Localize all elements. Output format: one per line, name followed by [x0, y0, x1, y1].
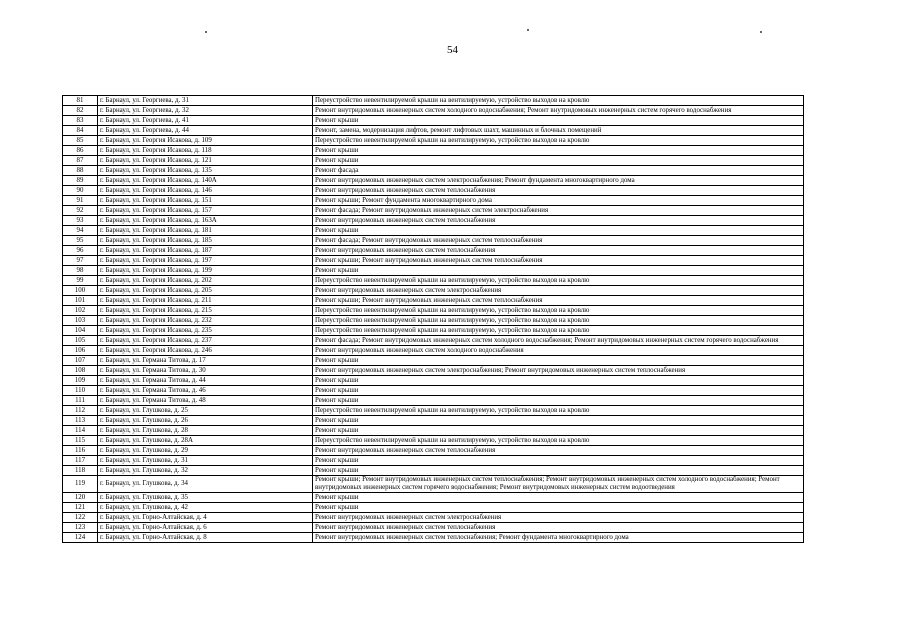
table-row — [63, 386, 804, 396]
row-address: г. Барнаул, ул. Глушкова, д. 26 — [98, 416, 313, 426]
row-address: г. Барнаул, ул. Георгия Исакова, д. 140А — [98, 176, 313, 186]
table-row — [63, 346, 804, 356]
row-address: г. Барнаул, ул. Глушкова, д. 31 — [98, 456, 313, 466]
row-number: 107 — [63, 356, 98, 366]
row-address: г. Барнаул, ул. Германа Титова, д. 30 — [98, 366, 313, 376]
table-row — [63, 406, 804, 416]
row-work-type: Ремонт, замена, модернизация лифтов, ремонт лифтовых шахт, машинных и блочных помещений — [313, 126, 804, 136]
table-row — [63, 236, 804, 246]
row-address: г. Барнаул, ул. Глушкова, д. 35 — [98, 493, 313, 503]
row-number: 123 — [63, 523, 98, 533]
row-work-type: Переустройство невентилируемой крыши на вентилируемую, устройство выходов на кровлю — [313, 276, 804, 286]
table-row — [63, 426, 804, 436]
row-work-type: Ремонт фасада; Ремонт внутридомовых инженерных систем холодного водоснабжения; Ремонт внутридомовых инженерных систем горячего водоснабжения — [313, 336, 804, 346]
row-number: 105 — [63, 336, 98, 346]
row-work-type: Ремонт внутридомовых инженерных систем теплоснабжения — [313, 246, 804, 256]
row-work-type: Ремонт крыши — [313, 116, 804, 126]
row-address: г. Барнаул, ул. Георгия Исакова, д. 232 — [98, 316, 313, 326]
row-address: г. Барнаул, ул. Германа Титова, д. 48 — [98, 396, 313, 406]
row-address: г. Барнаул, ул. Глушкова, д. 32 — [98, 466, 313, 476]
scan-speck — [760, 31, 762, 33]
row-address: г. Барнаул, ул. Георгия Исакова, д. 146 — [98, 186, 313, 196]
table-row — [63, 456, 804, 466]
table-row — [63, 106, 804, 116]
row-work-type: Ремонт внутридомовых инженерных систем холодного водоснабжения; Ремонт внутридомовых инженерных систем горячего водоснабжения — [313, 106, 804, 116]
row-work-type: Ремонт внутридомовых инженерных систем электроснабжения; Ремонт внутридомовых инженерных систем теплоснабжения — [313, 366, 804, 376]
row-work-type: Ремонт крыши — [313, 493, 804, 503]
row-address: г. Барнаул, ул. Георгия Исакова, д. 187 — [98, 246, 313, 256]
row-work-type: Ремонт фасада — [313, 166, 804, 176]
row-work-type: Ремонт крыши — [313, 456, 804, 466]
row-number: 96 — [63, 246, 98, 256]
row-number: 86 — [63, 146, 98, 156]
table-row — [63, 446, 804, 456]
row-number: 111 — [63, 396, 98, 406]
table-row — [63, 296, 804, 306]
row-address: г. Барнаул, ул. Георгия Исакова, д. 235 — [98, 326, 313, 336]
row-work-type: Ремонт крыши — [313, 503, 804, 513]
row-work-type: Ремонт крыши; Ремонт внутридомовых инженерных систем теплоснабжения — [313, 256, 804, 266]
row-number: 115 — [63, 436, 98, 446]
row-number: 110 — [63, 386, 98, 396]
table-row — [63, 533, 804, 543]
row-work-type: Ремонт крыши; Ремонт внутридомовых инженерных систем теплоснабжения; Ремонт внутридомовых инженерных систем холодного водоснабжения; Ремонт внутридомовых инженерных систем горячего водоснабжения; Ремонт внутридомовых инженерных систем водоотведения — [313, 476, 804, 493]
row-address: г. Барнаул, ул. Георгия Исакова, д. 181 — [98, 226, 313, 236]
row-work-type: Ремонт крыши — [313, 416, 804, 426]
row-number: 117 — [63, 456, 98, 466]
table-row — [63, 306, 804, 316]
row-number: 104 — [63, 326, 98, 336]
row-work-type: Переустройство невентилируемой крыши на вентилируемую, устройство выходов на кровлю — [313, 326, 804, 336]
row-address: г. Барнаул, ул. Германа Титова, д. 44 — [98, 376, 313, 386]
row-address: г. Барнаул, ул. Горно-Алтайская, д. 4 — [98, 513, 313, 523]
table-row — [63, 416, 804, 426]
row-address: г. Барнаул, ул. Георгия Исакова, д. 237 — [98, 336, 313, 346]
row-number: 116 — [63, 446, 98, 456]
row-work-type: Ремонт внутридомовых инженерных систем теплоснабжения — [313, 523, 804, 533]
row-number: 93 — [63, 216, 98, 226]
row-number: 113 — [63, 416, 98, 426]
row-number: 90 — [63, 186, 98, 196]
table-row — [63, 246, 804, 256]
row-number: 108 — [63, 366, 98, 376]
table-row — [63, 466, 804, 476]
row-address: г. Барнаул, ул. Горно-Алтайская, д. 6 — [98, 523, 313, 533]
row-number: 87 — [63, 156, 98, 166]
row-work-type: Ремонт внутридомовых инженерных систем электроснабжения — [313, 513, 804, 523]
row-work-type: Ремонт крыши — [313, 396, 804, 406]
row-address: г. Барнаул, ул. Георгия Исакова, д. 185 — [98, 236, 313, 246]
table-row — [63, 356, 804, 366]
row-number: 88 — [63, 166, 98, 176]
row-work-type: Ремонт внутридомовых инженерных систем теплоснабжения — [313, 446, 804, 456]
row-work-type: Переустройство невентилируемой крыши на вентилируемую, устройство выходов на кровлю — [313, 96, 804, 106]
row-work-type: Ремонт крыши — [313, 376, 804, 386]
row-work-type: Ремонт крыши — [313, 356, 804, 366]
row-work-type: Ремонт внутридомовых инженерных систем электроснабжения; Ремонт фундамента многоквартирного дома — [313, 176, 804, 186]
table-row — [63, 96, 804, 106]
row-work-type: Ремонт внутридомовых инженерных систем теплоснабжения; Ремонт фундамента многоквартирного дома — [313, 533, 804, 543]
row-number: 119 — [63, 476, 98, 493]
row-address: г. Барнаул, ул. Георгия Исакова, д. 157 — [98, 206, 313, 216]
row-address: г. Барнаул, ул. Георгиева, д. 31 — [98, 96, 313, 106]
row-number: 81 — [63, 96, 98, 106]
row-work-type: Ремонт крыши; Ремонт внутридомовых инженерных систем теплоснабжения — [313, 296, 804, 306]
row-number: 85 — [63, 136, 98, 146]
row-address: г. Барнаул, ул. Германа Титова, д. 17 — [98, 356, 313, 366]
row-address: г. Барнаул, ул. Глушкова, д. 28 — [98, 426, 313, 436]
row-address: г. Барнаул, ул. Глушкова, д. 42 — [98, 503, 313, 513]
scan-speck — [205, 31, 207, 33]
row-address: г. Барнаул, ул. Георгиева, д. 41 — [98, 116, 313, 126]
row-address: г. Барнаул, ул. Георгия Исакова, д. 199 — [98, 266, 313, 276]
row-address: г. Барнаул, ул. Георгия Исакова, д. 246 — [98, 346, 313, 356]
table-row — [63, 513, 804, 523]
table-row — [63, 156, 804, 166]
row-address: г. Барнаул, ул. Глушкова, д. 29 — [98, 446, 313, 456]
row-address: г. Барнаул, ул. Глушкова, д. 34 — [98, 476, 313, 493]
table-row — [63, 316, 804, 326]
row-work-type: Переустройство невентилируемой крыши на вентилируемую, устройство выходов на кровлю — [313, 436, 804, 446]
table-row — [63, 136, 804, 146]
row-number: 82 — [63, 106, 98, 116]
table-row — [63, 186, 804, 196]
row-address: г. Барнаул, ул. Георгия Исакова, д. 211 — [98, 296, 313, 306]
row-number: 109 — [63, 376, 98, 386]
row-work-type: Переустройство невентилируемой крыши на вентилируемую, устройство выходов на кровлю — [313, 316, 804, 326]
row-work-type: Переустройство невентилируемой крыши на вентилируемую, устройство выходов на кровлю — [313, 136, 804, 146]
row-work-type: Переустройство невентилируемой крыши на вентилируемую, устройство выходов на кровлю — [313, 406, 804, 416]
row-address: г. Барнаул, ул. Горно-Алтайская, д. 8 — [98, 533, 313, 543]
row-work-type: Ремонт крыши — [313, 386, 804, 396]
table-row — [63, 286, 804, 296]
row-work-type: Ремонт фасада; Ремонт внутридомовых инженерных систем электроснабжения — [313, 206, 804, 216]
row-number: 106 — [63, 346, 98, 356]
page-number: 54 — [447, 44, 458, 56]
table-row — [63, 206, 804, 216]
row-work-type: Ремонт крыши — [313, 266, 804, 276]
row-address: г. Барнаул, ул. Георгия Исакова, д. 109 — [98, 136, 313, 146]
row-number: 122 — [63, 513, 98, 523]
row-work-type: Ремонт внутридомовых инженерных систем холодного водоснабжения — [313, 346, 804, 356]
row-address: г. Барнаул, ул. Георгия Исакова, д. 151 — [98, 196, 313, 206]
row-number: 83 — [63, 116, 98, 126]
scan-speck — [527, 29, 529, 31]
row-work-type: Ремонт крыши — [313, 466, 804, 476]
row-work-type: Ремонт крыши — [313, 426, 804, 436]
table-row — [63, 276, 804, 286]
table-row — [63, 256, 804, 266]
table-row — [63, 126, 804, 136]
row-number: 94 — [63, 226, 98, 236]
table-row — [63, 266, 804, 276]
table-row — [63, 503, 804, 513]
row-address: г. Барнаул, ул. Георгия Исакова, д. 202 — [98, 276, 313, 286]
table-row — [63, 376, 804, 386]
row-work-type: Ремонт крыши — [313, 226, 804, 236]
row-number: 91 — [63, 196, 98, 206]
row-address: г. Барнаул, ул. Глушкова, д. 28А — [98, 436, 313, 446]
row-number: 97 — [63, 256, 98, 266]
row-number: 114 — [63, 426, 98, 436]
row-address: г. Барнаул, ул. Георгиева, д. 44 — [98, 126, 313, 136]
row-number: 95 — [63, 236, 98, 246]
row-number: 102 — [63, 306, 98, 316]
table-row — [63, 116, 804, 126]
row-number: 98 — [63, 266, 98, 276]
row-address: г. Барнаул, ул. Глушкова, д. 25 — [98, 406, 313, 416]
row-work-type: Ремонт внутридомовых инженерных систем теплоснабжения — [313, 186, 804, 196]
table-row — [63, 226, 804, 236]
repair-registry-table — [62, 95, 804, 543]
row-number: 112 — [63, 406, 98, 416]
row-number: 121 — [63, 503, 98, 513]
table-row — [63, 523, 804, 533]
table-row — [63, 366, 804, 376]
row-work-type: Ремонт внутридомовых инженерных систем теплоснабжения — [313, 216, 804, 226]
table-row — [63, 396, 804, 406]
row-work-type: Ремонт крыши — [313, 156, 804, 166]
table-row — [63, 476, 804, 493]
row-work-type: Переустройство невентилируемой крыши на вентилируемую, устройство выходов на кровлю — [313, 306, 804, 316]
table-row — [63, 146, 804, 156]
table-row — [63, 326, 804, 336]
table-row — [63, 196, 804, 206]
row-address: г. Барнаул, ул. Германа Титова, д. 46 — [98, 386, 313, 396]
table-row — [63, 176, 804, 186]
row-number: 100 — [63, 286, 98, 296]
row-number: 124 — [63, 533, 98, 543]
row-number: 120 — [63, 493, 98, 503]
row-address: г. Барнаул, ул. Георгия Исакова, д. 135 — [98, 166, 313, 176]
row-number: 84 — [63, 126, 98, 136]
row-number: 99 — [63, 276, 98, 286]
row-work-type: Ремонт внутридомовых инженерных систем электроснабжения — [313, 286, 804, 296]
row-address: г. Барнаул, ул. Георгиева, д. 32 — [98, 106, 313, 116]
row-address: г. Барнаул, ул. Георгия Исакова, д. 118 — [98, 146, 313, 156]
table-row — [63, 436, 804, 446]
row-address: г. Барнаул, ул. Георгия Исакова, д. 121 — [98, 156, 313, 166]
row-number: 89 — [63, 176, 98, 186]
row-address: г. Барнаул, ул. Георгия Исакова, д. 215 — [98, 306, 313, 316]
row-number: 101 — [63, 296, 98, 306]
table-row — [63, 216, 804, 226]
row-number: 103 — [63, 316, 98, 326]
table-row — [63, 493, 804, 503]
row-number: 118 — [63, 466, 98, 476]
row-address: г. Барнаул, ул. Георгия Исакова, д. 197 — [98, 256, 313, 266]
row-work-type: Ремонт фасада; Ремонт внутридомовых инженерных систем теплоснабжения — [313, 236, 804, 246]
row-work-type: Ремонт крыши — [313, 146, 804, 156]
row-address: г. Барнаул, ул. Георгия Исакова, д. 205 — [98, 286, 313, 296]
table-row — [63, 166, 804, 176]
row-work-type: Ремонт крыши; Ремонт фундамента многоквартирного дома — [313, 196, 804, 206]
row-number: 92 — [63, 206, 98, 216]
row-address: г. Барнаул, ул. Георгия Исакова, д. 163А — [98, 216, 313, 226]
table-row — [63, 336, 804, 346]
